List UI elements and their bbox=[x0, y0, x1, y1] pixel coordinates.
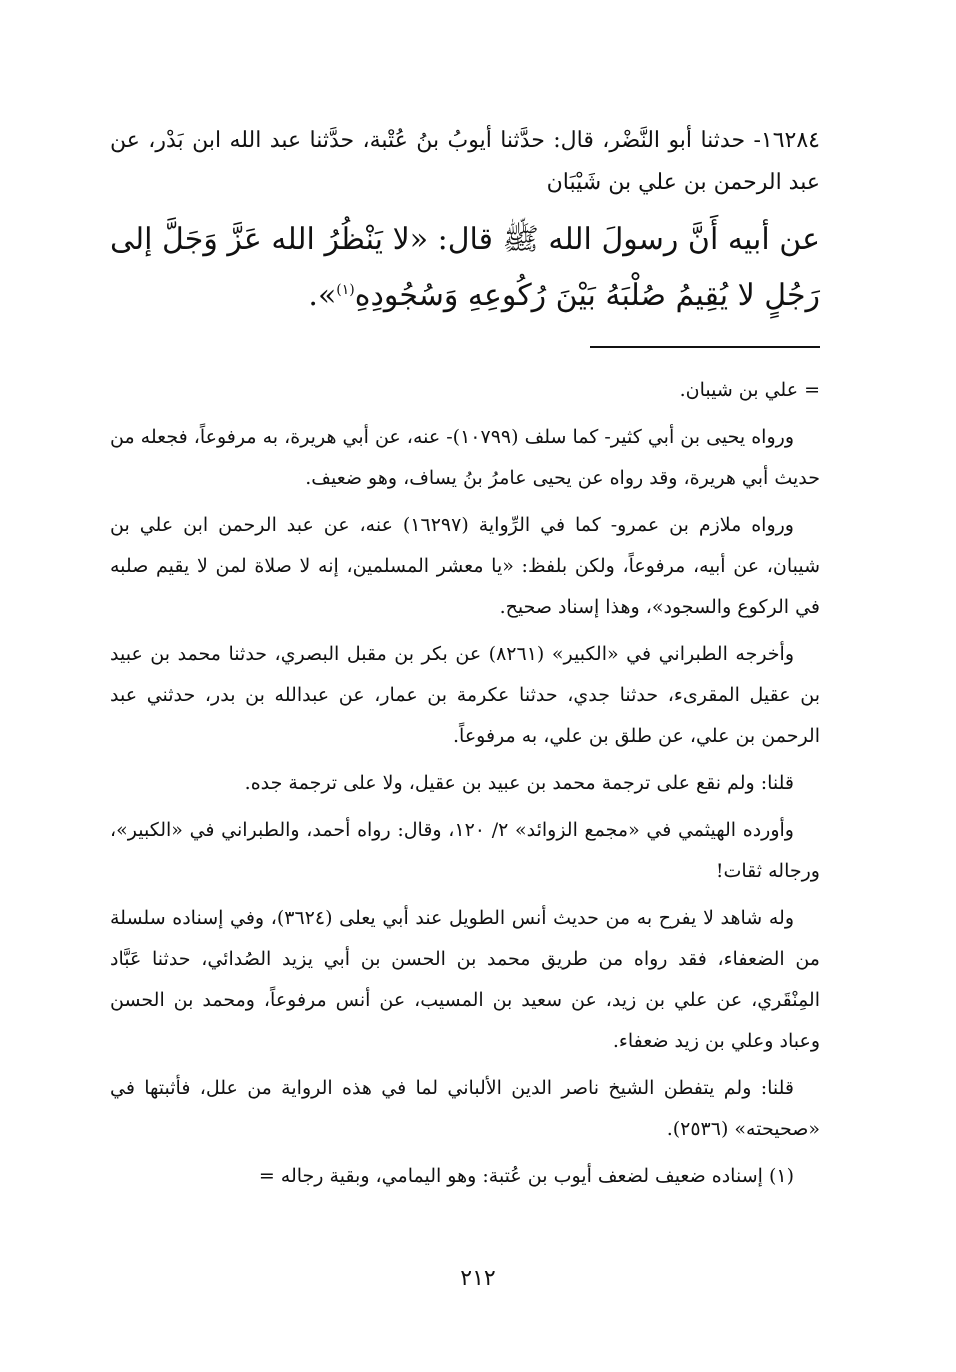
footnote-marker: (١) bbox=[336, 282, 355, 298]
note-paragraph: وأخرجه الطبراني في «الكبير» (٨٢٦١) عن بكر بن مقبل البصري، حدثنا محمد بن عبيد بن عقيل المقرىء، حدثنا جدي، حدثنا عكرمة بن عمار، عن عبدالله بن بدر، حدثني عبد الرحمن بن علي، عن طلق بن علي، به مرفوعاً. bbox=[110, 643, 820, 747]
hadith-matn-text: عن أبيه أَنَّ رسولَ الله ﷺ قال: «لا يَنْظُرُ الله عَزَّ وَجَلَّ إلى رَجُلٍ لا يُقِيمُ صُلْبَهُ بَيْنَ رُكُوعِهِ وَسُجُودِهِ bbox=[110, 222, 820, 313]
note-paragraph: = علي بن شيبان. bbox=[679, 379, 820, 401]
note-paragraph: وله شاهد لا يفرح به من حديث أنس الطويل عند أبي يعلى (٣٦٢٤)، وفي إسناده سلسلة من الضعفاء، فقد رواه من طريق محمد بن الحسن بن أبي يزيد الصُدائي، حدثنا عَبَّاد المِنْقَري، عن علي بن زيد، عن سعيد بن المسيب، عن أنس مرفوعاً، ومحمد بن الحسن وعباد وعلي بن زيد ضعفاء. bbox=[110, 907, 820, 1052]
hadith-isnad: ١٦٢٨٤- حدثنا أبو النَّضْر، قال: حدَّثنا أيوبُ بنُ عُتْبة، حدَّثنا عبد الله ابن بَدْر، عن عبد الرحمن بن علي بن شَيْبَان bbox=[110, 128, 820, 195]
footnote-separator-wrap bbox=[110, 324, 820, 370]
note-paragraph: قلنا: ولم يتفطن الشيخ ناصر الدين الألباني لما في هذه الرواية من علل، فأثبتها في «صحيحته» (٢٥٣٦). bbox=[110, 1077, 820, 1140]
note-paragraph: قلنا: ولم نقع على ترجمة محمد بن عبيد بن عقيل، ولا على ترجمة جده. bbox=[244, 772, 794, 794]
footnote-separator bbox=[590, 346, 820, 348]
hadith-matn-end: ». bbox=[308, 278, 337, 313]
note-paragraph: ورواه ملازم بن عمرو- كما في الرِّواية (١٦٢٩٧) عنه، عن عبد الرحمن ابن علي بن شيبان، عن أبيه، مرفوعاً، ولكن بلفظ: «يا معشر المسلمين، إنه لا صلاة لمن لا يقيم صلبه في الركوع والسجود»، وهذا إسناد صحيح. bbox=[110, 514, 820, 618]
note-paragraph: ورواه يحيى بن أبي كثير- كما سلف (١٠٧٩٩)- عنه، عن أبي هريرة، به مرفوعاً، فجعله من حديث أبي هريرة، وقد رواه عن يحيى عامرُ بنُ يساف، وهو ضعيف. bbox=[110, 426, 820, 489]
note-paragraph: وأورده الهيثمي في «مجمع الزوائد» ٢/ ١٢٠، وقال: رواه أحمد، والطبراني في «الكبير»، ورجاله ثقات! bbox=[110, 819, 820, 882]
page-number: ٢١٢ bbox=[460, 1266, 496, 1291]
hadith-matn bbox=[110, 212, 820, 324]
footnote-1: (١) إسناده ضعيف لضعف أيوب بن عُتبة: وهو اليمامي، وبقية رجاله = bbox=[258, 1165, 794, 1187]
page-body bbox=[110, 120, 820, 1203]
